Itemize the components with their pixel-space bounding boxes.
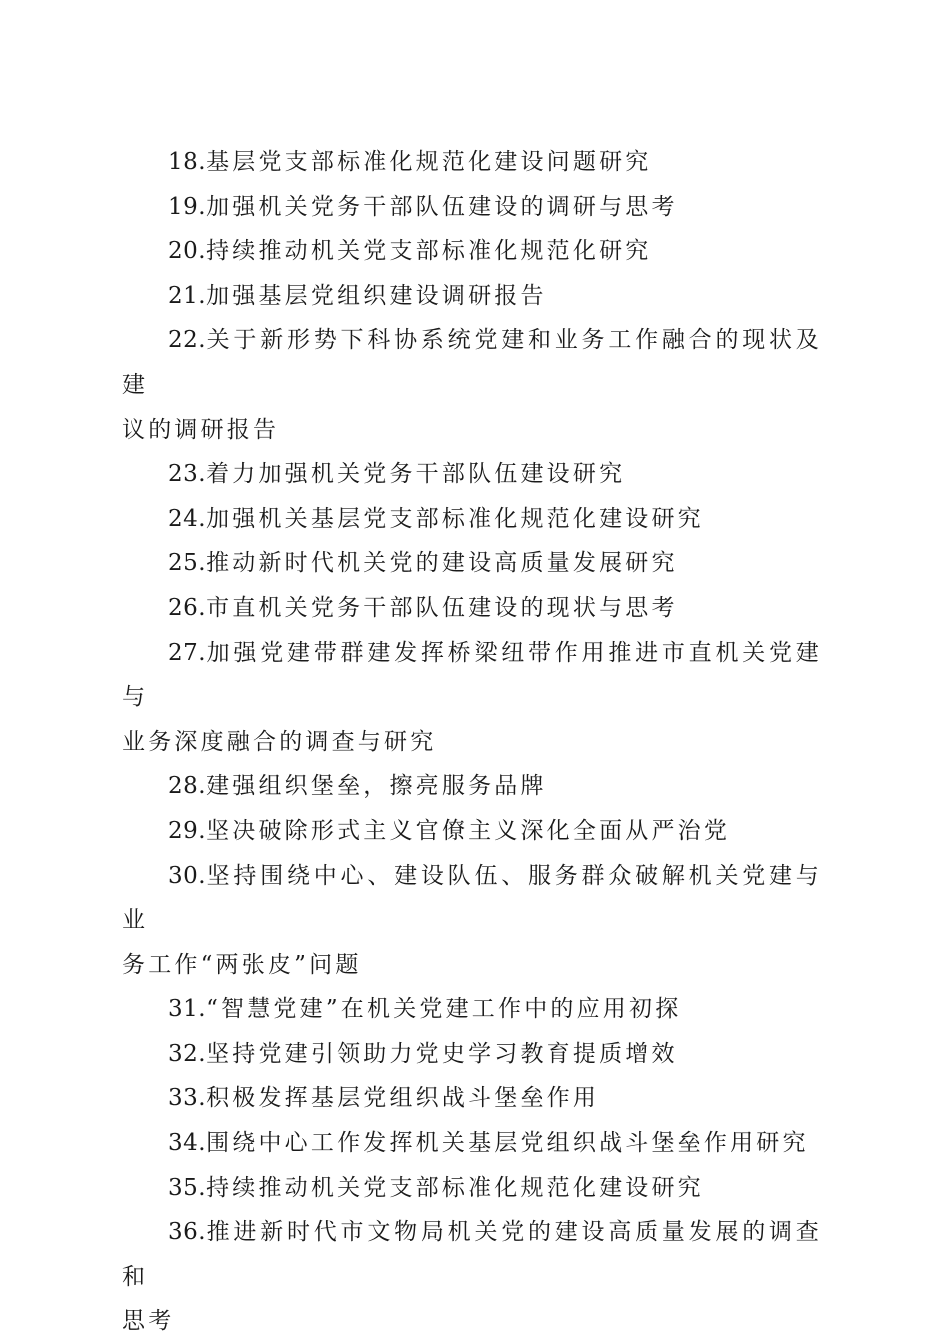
list-item	[122, 854, 822, 943]
item-text: 加强基层党组织建设调研报告	[206, 282, 547, 309]
list-item	[122, 631, 822, 720]
item-number: 19.	[168, 193, 207, 220]
item-number: 31.	[168, 996, 207, 1023]
item-text: 加强机关基层党支部标准化规范化建设研究	[206, 505, 704, 532]
item-text: 市直机关党务干部队伍建设的现状与思考	[206, 594, 678, 621]
item-number: 23.	[168, 461, 207, 488]
item-text: 关于新形势下科协系统党建和业务工作融合的现状及建	[122, 327, 822, 398]
item-text: 基层党支部标准化规范化建设问题研究	[206, 149, 652, 175]
item-number: 34.	[168, 1130, 207, 1157]
list-item	[122, 809, 822, 854]
item-number: 35.	[168, 1174, 207, 1201]
item-number: 27.	[168, 639, 207, 666]
list-item	[122, 185, 822, 230]
item-text: 着力加强机关党务干部队伍建设研究	[206, 461, 626, 488]
item-text: “智慧党建”在机关党建工作中的应用初探	[206, 996, 682, 1023]
item-number: 20.	[168, 238, 207, 265]
list-item	[122, 541, 822, 586]
list-item-continuation: 业务深度融合的调查与研究	[122, 728, 437, 755]
item-number: 30.	[168, 862, 207, 889]
item-text: 坚持党建引领助力党史学习教育提质增效	[206, 1040, 678, 1067]
item-number: 32.	[168, 1040, 207, 1067]
item-text: 坚决破除形式主义官僚主义深化全面从严治党	[206, 817, 731, 844]
item-text: 持续推动机关党支部标准化规范化建设研究	[206, 1174, 704, 1201]
item-number: 25.	[168, 550, 207, 577]
item-text: 围绕中心工作发挥机关基层党组织战斗堡垒作用研究	[206, 1130, 809, 1157]
list-item	[122, 497, 822, 542]
item-number: 18.	[168, 149, 207, 175]
item-number: 26.	[168, 594, 207, 621]
list-item	[122, 586, 822, 631]
list-item	[122, 764, 822, 809]
item-number: 33.	[168, 1085, 207, 1112]
list-item	[122, 318, 822, 407]
item-number: 36.	[168, 1219, 207, 1246]
list-item	[122, 452, 822, 497]
item-text: 推动新时代机关党的建设高质量发展研究	[206, 550, 678, 577]
list-item	[122, 1121, 822, 1166]
item-number: 21.	[168, 282, 207, 309]
list-item-continuation: 议的调研报告	[122, 416, 280, 443]
item-text: 建强组织堡垒，擦亮服务品牌	[206, 773, 547, 800]
list-item	[122, 1076, 822, 1121]
list-item	[122, 1032, 822, 1077]
item-text: 加强机关党务干部队伍建设的调研与思考	[206, 193, 678, 220]
item-number: 22.	[168, 327, 207, 354]
item-number: 29.	[168, 817, 207, 844]
item-number: 24.	[168, 505, 207, 532]
list-item	[122, 987, 822, 1032]
list-item	[122, 1166, 822, 1211]
topic-list	[122, 140, 822, 1344]
item-number: 28.	[168, 773, 207, 800]
list-item-continuation: 思考	[122, 1308, 175, 1335]
item-text: 推进新时代市文物局机关党的建设高质量发展的调查和	[122, 1219, 822, 1290]
list-item	[122, 229, 822, 274]
list-item-continuation: 务工作“两张皮”问题	[122, 951, 362, 978]
list-item	[122, 140, 822, 185]
item-text: 加强党建带群建发挥桥梁纽带作用推进市直机关党建与	[122, 639, 822, 711]
list-item	[122, 274, 822, 319]
item-text: 持续推动机关党支部标准化规范化研究	[206, 238, 652, 265]
item-text: 坚持围绕中心、建设队伍、服务群众破解机关党建与业	[122, 862, 822, 934]
list-item	[122, 1210, 822, 1299]
item-text: 积极发挥基层党组织战斗堡垒作用	[206, 1085, 600, 1112]
